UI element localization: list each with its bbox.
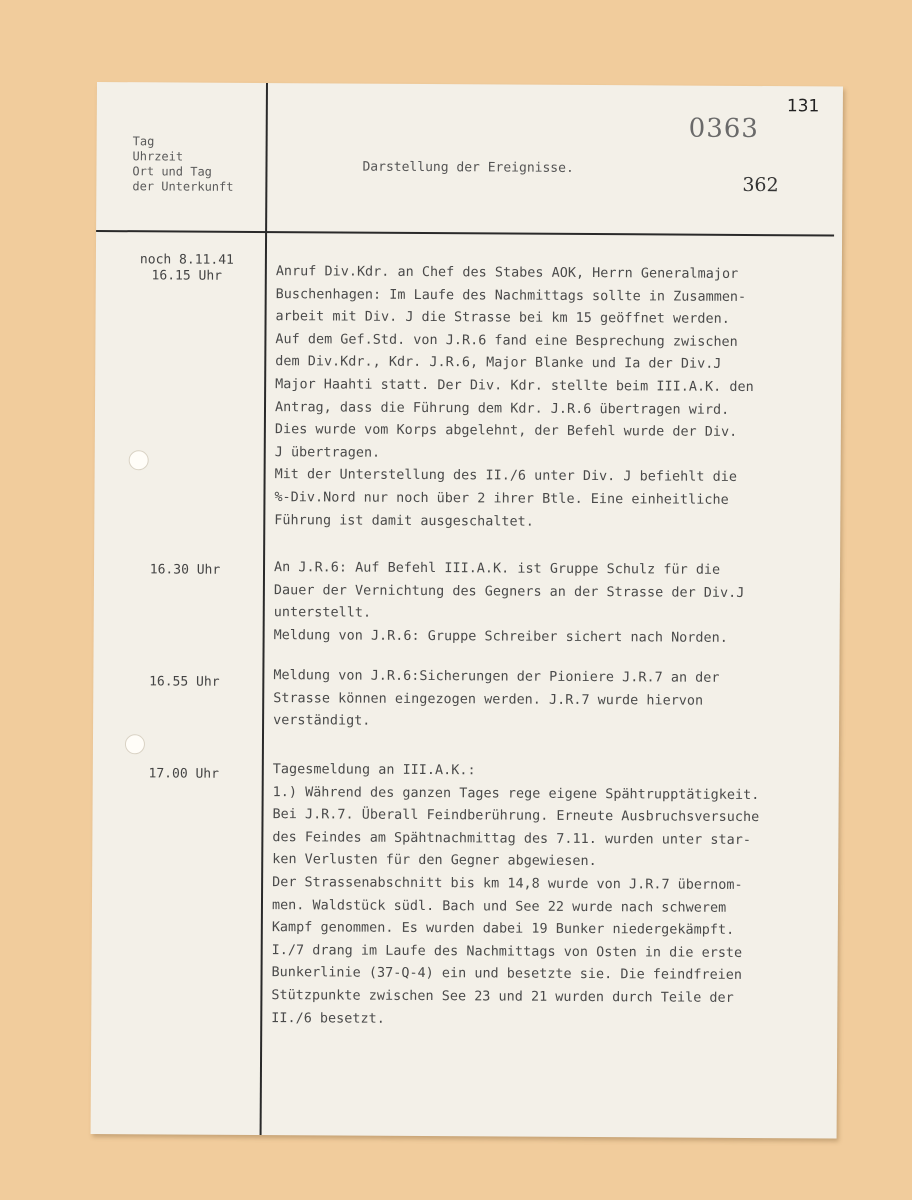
entry-time-line: noch 8.11.41 [139, 252, 234, 268]
page-number-top: 131 [786, 96, 820, 117]
text-line: J übertragen. [274, 444, 381, 461]
entry-1700 [93, 758, 833, 1027]
text-line: Der Strassenabschnitt bis km 14,8 wurde von J.R.7 übernom- [272, 875, 743, 893]
text-line: Führung ist damit ausgeschaltet. [274, 512, 534, 530]
entry-time-line: 16.15 Uhr [151, 268, 223, 284]
entry-text [274, 261, 836, 536]
text-line: 1.) Während des ganzen Tages rege eigene Spähtrupptätigkeit. [272, 784, 760, 803]
entry-time-line: 17.00 Uhr [148, 766, 220, 782]
page-number-handwritten: 362 [742, 173, 779, 197]
text-line: dem Div.Kdr., Kdr. J.R.6, Major Blanke und Ia der Div.J [275, 354, 722, 373]
text-line: Dauer der Vernichtung des Gegners an der Strasse der Div.J [273, 582, 745, 601]
entry-1655 [93, 664, 833, 729]
entry-time-line: 16.30 Uhr [149, 562, 221, 578]
document-page [91, 82, 843, 1139]
entry-text [271, 759, 833, 1034]
text-line: Major Haahti statt. Der Div. Kdr. stellte beim III.A.K. den [275, 377, 754, 395]
punch-hole [125, 734, 145, 754]
entry-time [125, 766, 243, 783]
text-line: Kampf genommen. Es wurden dabei 19 Bunker niedergekämpft. [271, 920, 735, 939]
text-line: arbeit mit Div. J die Strasse bei km 15 geöffnet werden. [275, 309, 730, 328]
text-line: Bunkerlinie (37-Q-4) ein und besetzte sie. Die feindfreien [271, 965, 743, 984]
text-line: An J.R.6: Auf Befehl III.A.K. ist Gruppe Schulz für die [273, 560, 721, 578]
text-line: Stützpunkte zwischen See 23 und 21 wurden durch Teile der [271, 988, 734, 1006]
text-line: Strasse können eingezogen werden. J.R.7 wurde hiervon [273, 690, 704, 709]
text-line: Buschenhagen: Im Laufe des Nachmittags sollte in Zusammen- [275, 286, 747, 305]
text-line: Meldung von J.R.6: Gruppe Schreiber sichert nach Norden. [273, 627, 728, 646]
entry-text [273, 665, 833, 736]
text-line: Antrag, dass die Führung dem Kdr. J.R.6 übertragen wird. [274, 399, 730, 418]
text-line: Mit der Unterstellung des II./6 unter Div. J befiehlt die [274, 467, 738, 486]
header-divider [96, 230, 834, 237]
entry-time-line: 16.55 Uhr [149, 674, 220, 690]
punch-hole [129, 450, 149, 470]
label-uhrzeit: Uhrzeit [132, 149, 184, 164]
entry-1630 [94, 556, 834, 646]
text-line: %-Div.Nord nur noch über 2 ihrer Btle. Eine einheitliche [274, 490, 729, 508]
text-line: verständigt. [273, 713, 371, 729]
text-line: unterstellt. [273, 605, 372, 621]
text-line: Meldung von J.R.6:Sicherungen der Pioniere J.R.7 an der [273, 668, 720, 686]
header-left-labels [132, 134, 234, 195]
entry-time [125, 674, 243, 691]
entry-1615 [96, 252, 836, 530]
text-line: I./7 drang im Laufe des Nachmittags von Osten in die erste [271, 942, 743, 961]
text-line: men. Waldstück südl. Bach und See 22 wurde nach schwerem [271, 897, 727, 916]
text-line: Dies wurde vom Korps abgelehnt, der Befehl wurde der Div. [274, 422, 738, 441]
text-line: Anruf Div.Kdr. an Chef des Stabes AOK, Herrn Generalmajor [275, 264, 739, 282]
header-title: Darstellung der Ereignisse. [362, 159, 574, 176]
entry-time [126, 562, 244, 579]
label-der-unterkunft: der Unterkunft [132, 179, 234, 194]
text-line: Bei J.R.7. Überall Feindberührung. Erneute Ausbruchsversuche [272, 807, 760, 826]
text-line: II./6 besetzt. [271, 1010, 385, 1027]
text-line: Tagesmeldung an III.A.K.: [272, 762, 476, 779]
label-ort-und-tag: Ort und Tag [132, 164, 212, 179]
label-tag: Tag [132, 134, 155, 149]
entry-text [274, 557, 835, 651]
text-line: Auf dem Gef.Std. von J.R.6 fand eine Besprechung zwischen [275, 331, 738, 350]
column-divider [260, 83, 268, 1135]
text-line: ken Verlusten für den Gegner abgewiesen. [272, 852, 597, 870]
entry-time [128, 252, 246, 285]
text-line: des Feindes am Spähtnachmittag des 7.11. wurden unter star- [272, 829, 752, 848]
archive-stamp-number: 0363 [688, 113, 759, 145]
